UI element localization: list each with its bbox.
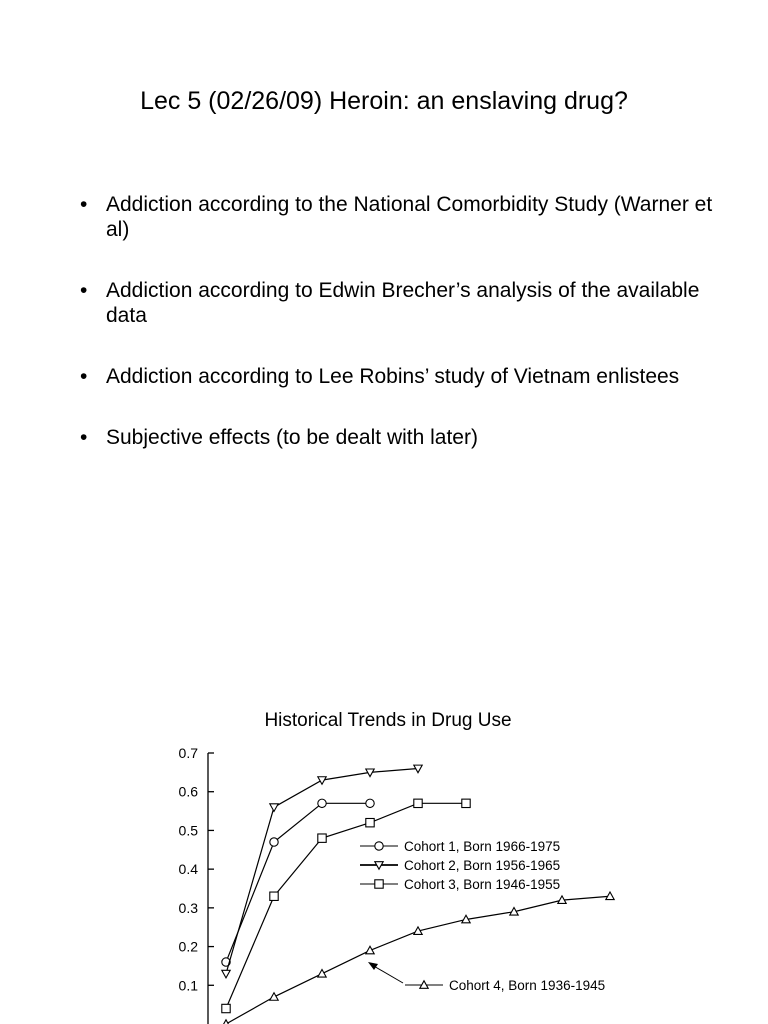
bullet-item	[80, 278, 720, 328]
legend-label: Cohort 4, Born 1936-1945	[449, 978, 606, 993]
data-point	[414, 799, 422, 807]
data-point	[318, 777, 326, 785]
data-point	[318, 969, 326, 977]
bullet-item	[80, 425, 720, 450]
legend-entry	[360, 877, 560, 892]
series-group	[222, 799, 470, 1013]
annotation-arrow	[368, 962, 403, 983]
data-point	[270, 838, 278, 846]
data-point	[366, 818, 374, 826]
y-tick-label: 0.2	[178, 938, 198, 955]
y-tick-label: 0.6	[178, 783, 198, 800]
data-point	[222, 970, 230, 978]
bullet-marker: •	[80, 365, 88, 388]
data-point	[606, 892, 614, 900]
data-point	[462, 799, 470, 807]
bullet-text: Addiction according to Lee Robins’ study of Vietnam enlistees	[106, 365, 680, 388]
data-point	[270, 993, 278, 1001]
series-group	[222, 799, 374, 966]
data-point	[375, 880, 383, 888]
bullet-text: Addiction according to Edwin Brecher’s analysis of the available data	[106, 279, 700, 327]
data-point	[222, 1004, 230, 1012]
legend-entry	[360, 858, 560, 873]
y-tick-label: 0.4	[178, 861, 198, 878]
series-line	[226, 896, 610, 1024]
bullet-marker: •	[80, 279, 88, 302]
legend-label: Cohort 3, Born 1946-1955	[404, 877, 561, 892]
legend-label: Cohort 2, Born 1956-1965	[404, 858, 561, 873]
bullet-item	[80, 192, 720, 242]
arrow-shaft	[372, 965, 403, 983]
y-tick-label: 0.1	[178, 977, 198, 994]
chart-title: Historical Trends in Drug Use	[264, 710, 512, 731]
series-line	[226, 803, 466, 1008]
bullet-marker: •	[80, 193, 88, 216]
series-line	[226, 803, 370, 962]
bullet-text: Addiction according to the National Comorbidity Study (Warner et al)	[106, 193, 713, 241]
data-point	[270, 804, 278, 812]
data-point	[375, 842, 383, 850]
legend-entry	[405, 978, 605, 993]
chart-axes	[179, 745, 214, 1024]
data-point	[318, 834, 326, 842]
data-point	[318, 799, 326, 807]
bullet-item	[80, 364, 720, 389]
chart-legend	[360, 839, 605, 993]
bullet-marker: •	[80, 426, 88, 449]
y-tick-label: 0.7	[178, 745, 198, 761]
slide-title: Lec 5 (02/26/09) Heroin: an enslaving drug?	[140, 87, 628, 115]
series-group	[222, 892, 614, 1024]
y-tick-label: 0.5	[178, 822, 198, 839]
y-tick-label: 0.3	[178, 899, 198, 916]
bullet-list	[80, 192, 720, 486]
legend-label: Cohort 1, Born 1966-1975	[404, 839, 561, 854]
line-chart	[0, 700, 768, 1024]
data-point	[366, 946, 374, 954]
series-group	[222, 765, 422, 978]
data-point	[270, 892, 278, 900]
legend-entry	[360, 839, 560, 854]
data-point	[366, 799, 374, 807]
bullet-text: Subjective effects (to be dealt with later)	[106, 426, 478, 449]
arrow-head	[368, 962, 378, 970]
